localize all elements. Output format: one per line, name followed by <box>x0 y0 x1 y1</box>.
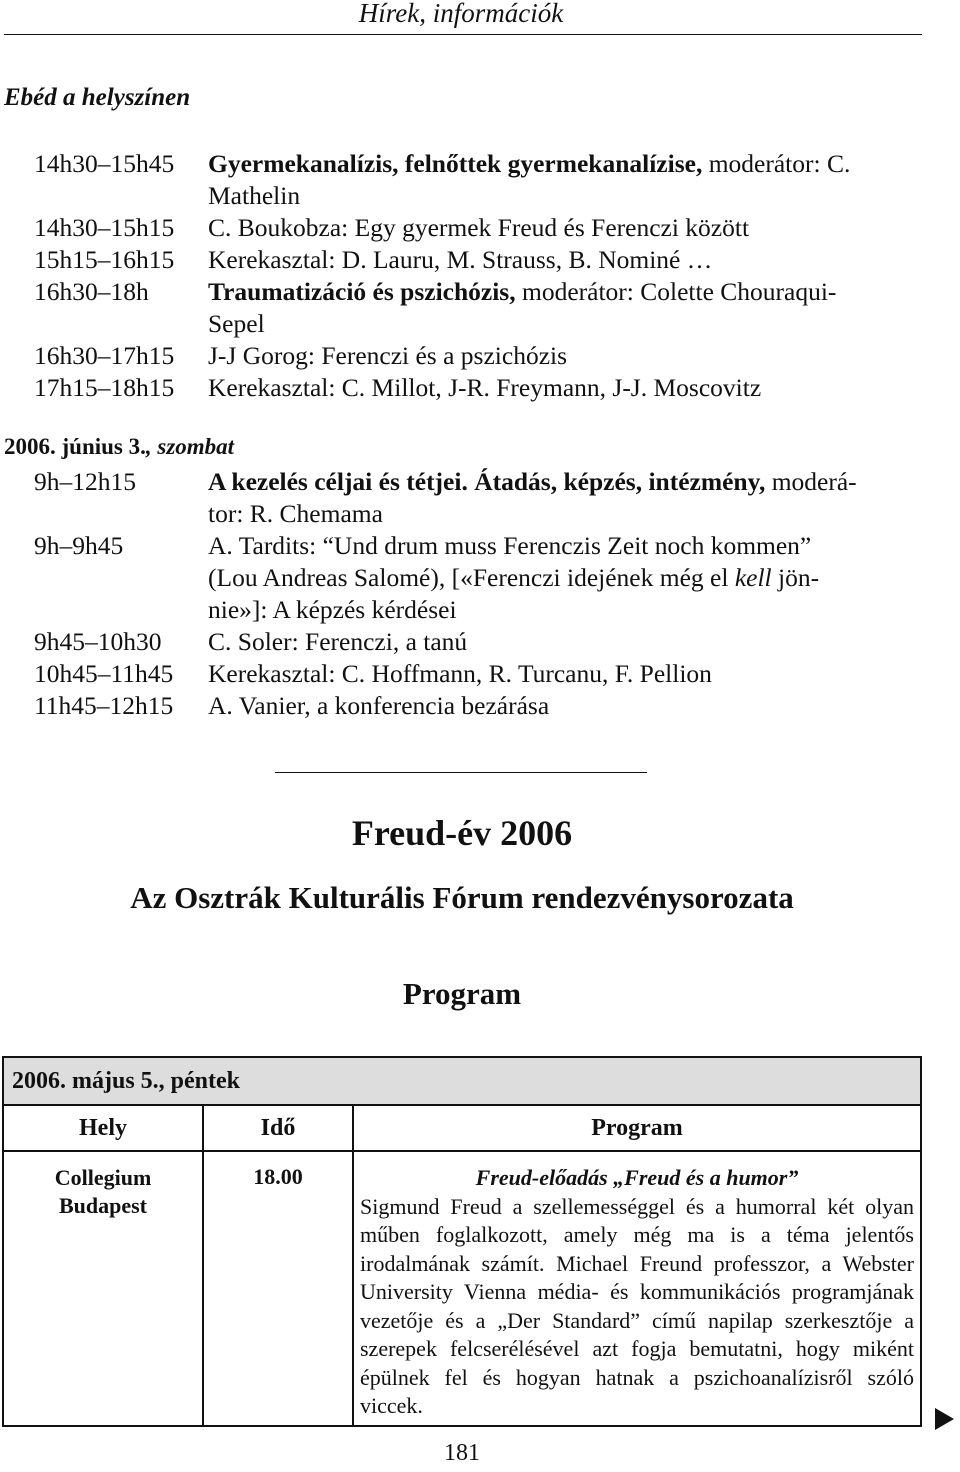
page-number: 181 <box>444 1440 480 1466</box>
header-program: Program <box>353 1105 921 1151</box>
schedule-time <box>34 562 208 594</box>
table-header-row <box>3 1105 921 1151</box>
day2-schedule <box>34 466 924 722</box>
running-head: Hírek, információk <box>358 0 564 28</box>
forum-subtitle: Az Osztrák Kulturális Fórum rendezvénysorozata <box>130 880 794 915</box>
session-text-after: jön- <box>771 563 820 592</box>
session-title: Gyermekanalízis, felnőttek gyermekanalízise, <box>208 149 703 178</box>
schedule-description <box>208 658 924 690</box>
schedule-description <box>208 180 924 212</box>
schedule-time: 11h45–12h15 <box>34 691 174 720</box>
program-table <box>2 1056 922 1427</box>
time-cell: 18.00 <box>203 1151 353 1426</box>
session-text: Kerekasztal: D. Lauru, M. Strauss, B. Nominé … <box>208 245 713 274</box>
schedule-row <box>34 372 924 404</box>
venue-cell <box>3 1151 203 1426</box>
day2-date <box>4 434 234 460</box>
session-text: moderátor: C. <box>702 149 851 178</box>
session-text: moderátor: Colette Chouraqui- <box>515 277 837 306</box>
schedule-time: 14h30–15h15 <box>34 213 175 242</box>
session-text: Mathelin <box>208 181 301 210</box>
session-text: J-J Gorog: Ferenczi és a pszichózis <box>208 341 568 370</box>
schedule-description <box>208 690 924 722</box>
next-page-arrow-icon <box>935 1408 954 1430</box>
separator-rule <box>275 772 647 773</box>
session-text: Kerekasztal: C. Millot, J-R. Freymann, J-J. Moscovitz <box>208 373 762 402</box>
schedule-row <box>34 626 924 658</box>
schedule-description <box>208 340 924 372</box>
session-text: (Lou Andreas Salomé), [«Ferenczi idejének még el <box>208 563 735 592</box>
schedule-row <box>34 498 924 530</box>
schedule-row <box>34 562 924 594</box>
schedule-row <box>34 690 924 722</box>
header-time: Idő <box>203 1105 353 1151</box>
header-rule <box>4 34 922 35</box>
day1-schedule <box>34 148 924 404</box>
session-text: C. Boukobza: Egy gyermek Freud és Ferenczi között <box>208 213 750 242</box>
schedule-time <box>34 180 208 212</box>
event-title: Freud-előadás „Freud és a humor” <box>475 1165 799 1190</box>
session-text: Kerekasztal: C. Hoffmann, R. Turcanu, F. Pellion <box>208 659 712 688</box>
schedule-description <box>208 244 924 276</box>
schedule-row <box>34 148 924 180</box>
schedule-row <box>34 466 924 498</box>
schedule-time <box>34 594 208 626</box>
session-text: A. Vanier, a konferencia bezárása <box>208 691 550 720</box>
schedule-row <box>34 212 924 244</box>
event-description: Sigmund Freud a szellemességgel és a humorral két olyan műben foglalkozott, amely még ma is a téma jelentős irodalmának számít. Michael Freund professzor, a Webster University Vienna média- és kommunikációs programjának vezetője és a „Der Standard” című napilap szerkesztője a szerepek felcserélésével azt fogja bemutatni, hogy miként épülnek fel és hogyan hatnak a pszichoanalízisről szóló viccek. <box>360 1193 914 1418</box>
schedule-time: 9h45–10h30 <box>34 627 162 656</box>
schedule-row <box>34 180 924 212</box>
schedule-row <box>34 594 924 626</box>
session-text: Sepel <box>208 309 265 338</box>
session-text: moderá- <box>765 467 857 496</box>
schedule-time: 9h–12h15 <box>34 467 136 496</box>
session-title: Traumatizáció és pszichózis, <box>208 277 516 306</box>
session-title: A kezelés céljai és tétjei. Átadás, képzés, intézmény, <box>208 467 766 496</box>
schedule-time: 16h30–17h15 <box>34 341 175 370</box>
schedule-time: 9h–9h45 <box>34 531 124 560</box>
schedule-description <box>208 372 924 404</box>
schedule-description <box>208 276 924 308</box>
session-italic: kell <box>734 563 772 592</box>
schedule-time: 16h30–18h <box>34 277 149 306</box>
venue-line2: Budapest <box>58 1193 148 1218</box>
schedule-description <box>208 148 924 180</box>
schedule-description <box>208 466 924 498</box>
venue-line1: Collegium <box>54 1165 152 1190</box>
freud-year-title: Freud-év 2006 <box>351 813 573 853</box>
schedule-time: 10h45–11h45 <box>34 659 174 688</box>
schedule-time: 14h30–15h45 <box>34 149 175 178</box>
header-place: Hely <box>3 1105 203 1151</box>
schedule-description <box>208 212 924 244</box>
day2-date-text: 2006. június 3. <box>4 434 146 459</box>
schedule-description <box>208 594 924 626</box>
session-text: A. Tardits: “Und drum muss Ferenczis Zeit noch kommen” <box>208 531 812 560</box>
table-row <box>3 1151 921 1426</box>
schedule-row <box>34 658 924 690</box>
session-text: tor: R. Chemama <box>208 499 383 528</box>
program-cell <box>353 1151 921 1426</box>
session-text: C. Soler: Ferenczi, a tanú <box>208 627 468 656</box>
schedule-row <box>34 308 924 340</box>
schedule-time: 15h15–16h15 <box>34 245 175 274</box>
schedule-time: 17h15–18h15 <box>34 373 175 402</box>
table-date: 2006. május 5., péntek <box>3 1057 921 1105</box>
day2-weekday: , szombat <box>145 434 235 459</box>
lunch-label: Ebéd a helyszínen <box>4 84 191 111</box>
schedule-row <box>34 340 924 372</box>
schedule-description <box>208 562 924 594</box>
table-date-row <box>3 1057 921 1105</box>
schedule-description <box>208 498 924 530</box>
schedule-description <box>208 530 924 562</box>
schedule-description <box>208 308 924 340</box>
schedule-time <box>34 498 208 530</box>
schedule-row <box>34 276 924 308</box>
schedule-description <box>208 626 924 658</box>
schedule-row <box>34 530 924 562</box>
schedule-time <box>34 308 208 340</box>
program-heading: Program <box>402 976 522 1011</box>
session-text: nie»]: A képzés kérdései <box>208 595 457 624</box>
schedule-row <box>34 244 924 276</box>
